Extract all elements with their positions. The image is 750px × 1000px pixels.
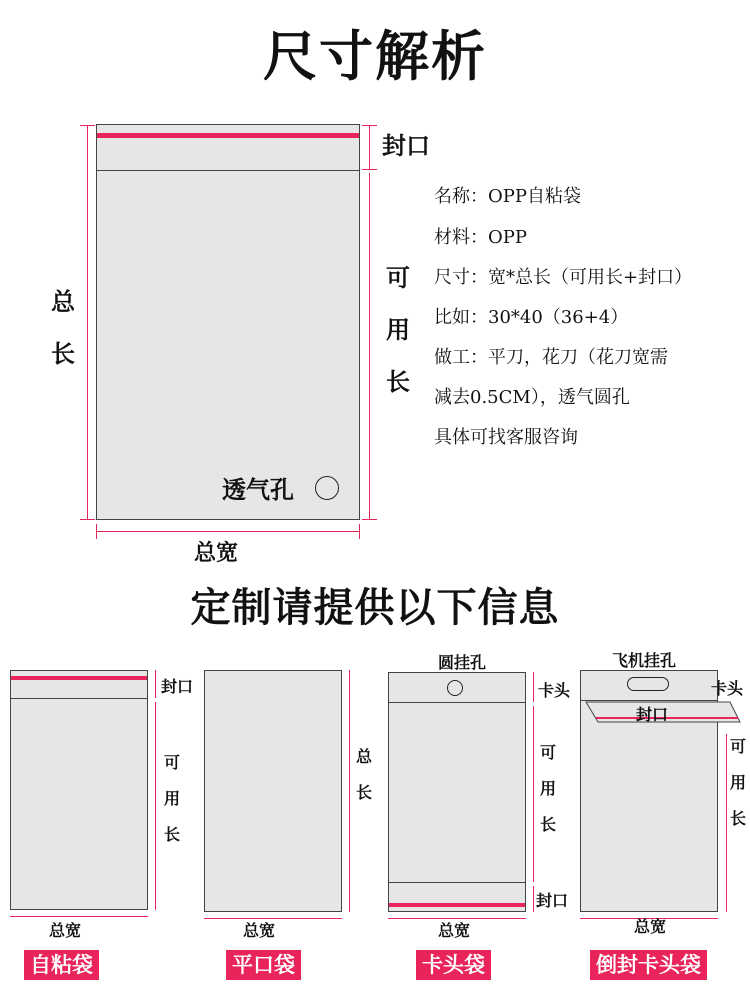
usable-length-tick-bottom <box>362 519 377 520</box>
spec-line-3: 尺寸：宽*总长（可用长+封口） <box>434 267 693 288</box>
usable-label-1: 可 <box>163 753 180 772</box>
width-label: 总宽 <box>634 917 667 936</box>
header-label: 卡头 <box>538 681 571 700</box>
adhesive-strip <box>389 903 525 907</box>
section-title: 定制请提供以下信息 <box>190 585 560 631</box>
spec-line-2: 材料：OPP <box>434 227 527 248</box>
usable-label-1: 可 <box>729 737 746 756</box>
bag-type-tag: 平口袋 <box>226 950 301 980</box>
total-length-label-1: 总 <box>51 287 75 316</box>
bag-reverse-seal-header <box>570 640 750 990</box>
seal-dim-tick-bottom <box>362 169 377 170</box>
total-label-2: 长 <box>355 783 372 802</box>
width-dim-tick-left <box>96 524 97 539</box>
seal-dim-line <box>533 886 534 912</box>
vent-label: 透气孔 <box>222 475 294 504</box>
vent-hole-icon <box>315 476 339 500</box>
bag-body <box>10 670 148 910</box>
total-label-1: 总 <box>355 747 372 766</box>
seal-dim-line <box>155 670 156 698</box>
bag-header <box>380 640 580 990</box>
usable-label-2: 用 <box>539 779 556 798</box>
width-dim-tick-right <box>359 524 360 539</box>
seal-label: 封口 <box>636 705 669 724</box>
usable-label-1: 可 <box>539 743 556 762</box>
width-label: 总宽 <box>243 921 276 940</box>
total-width-label: 总宽 <box>194 540 239 566</box>
bag-self-adhesive <box>0 650 200 990</box>
seal-dim-tick-top <box>362 125 377 126</box>
usable-label-2: 用 <box>163 789 180 808</box>
total-length-line <box>87 125 88 520</box>
seal-fold-line <box>97 170 359 171</box>
airplane-hang-hole-icon <box>627 677 669 691</box>
seal-dim-line <box>369 125 370 169</box>
usable-dim-line <box>726 734 727 912</box>
usable-length-label-1: 可 <box>386 263 410 292</box>
usable-label-3: 长 <box>729 809 746 828</box>
usable-length-label-3: 长 <box>386 367 410 396</box>
round-hang-hole-icon <box>447 680 463 696</box>
bag-flat <box>190 650 380 990</box>
usable-label-2: 用 <box>729 773 746 792</box>
spec-line-7: 具体可找客服咨询 <box>434 427 578 448</box>
total-length-tick-bottom <box>80 519 95 520</box>
header-dim-line <box>533 672 534 702</box>
usable-dim-line <box>155 702 156 910</box>
width-dim-line <box>96 531 360 532</box>
seal-label: 封口 <box>536 891 569 910</box>
top-label: 圆挂孔 <box>438 653 487 672</box>
width-label: 总宽 <box>438 921 471 940</box>
page-title: 尺寸解析 <box>263 25 487 88</box>
seal-label: 封口 <box>161 677 194 696</box>
total-length-tick-top <box>80 125 95 126</box>
main-bag <box>96 124 360 520</box>
top-label: 飞机挂孔 <box>612 651 677 670</box>
total-length-label-2: 长 <box>51 339 75 368</box>
spec-line-1: 名称：OPP自粘袋 <box>434 186 581 207</box>
header-label: 卡头 <box>711 679 744 698</box>
seal-label: 封口 <box>382 131 430 160</box>
seal-fold-line <box>389 882 525 883</box>
spec-line-4: 比如：30*40（36+4） <box>434 307 629 328</box>
seal-fold-line <box>11 698 147 699</box>
usable-label-3: 长 <box>163 825 180 844</box>
usable-length-line <box>369 173 370 519</box>
bag-type-tag: 卡头袋 <box>416 950 491 980</box>
bag-type-tag: 倒封卡头袋 <box>590 950 707 980</box>
usable-dim-line <box>533 706 534 882</box>
spec-line-5: 做工：平刀，花刀（花刀宽需 <box>434 347 668 368</box>
bag-body <box>204 670 342 912</box>
usable-length-label-2: 用 <box>386 315 410 344</box>
bag-body <box>388 672 526 912</box>
header-line <box>389 702 525 703</box>
bag-type-tag: 自粘袋 <box>24 950 99 980</box>
width-label: 总宽 <box>49 921 82 940</box>
width-dim-line <box>10 916 148 917</box>
adhesive-strip <box>11 676 147 680</box>
usable-label-3: 长 <box>539 815 556 834</box>
spec-line-6: 减去0.5CM），透气圆孔 <box>434 387 630 408</box>
total-dim-line <box>349 670 350 912</box>
adhesive-strip <box>97 133 359 138</box>
